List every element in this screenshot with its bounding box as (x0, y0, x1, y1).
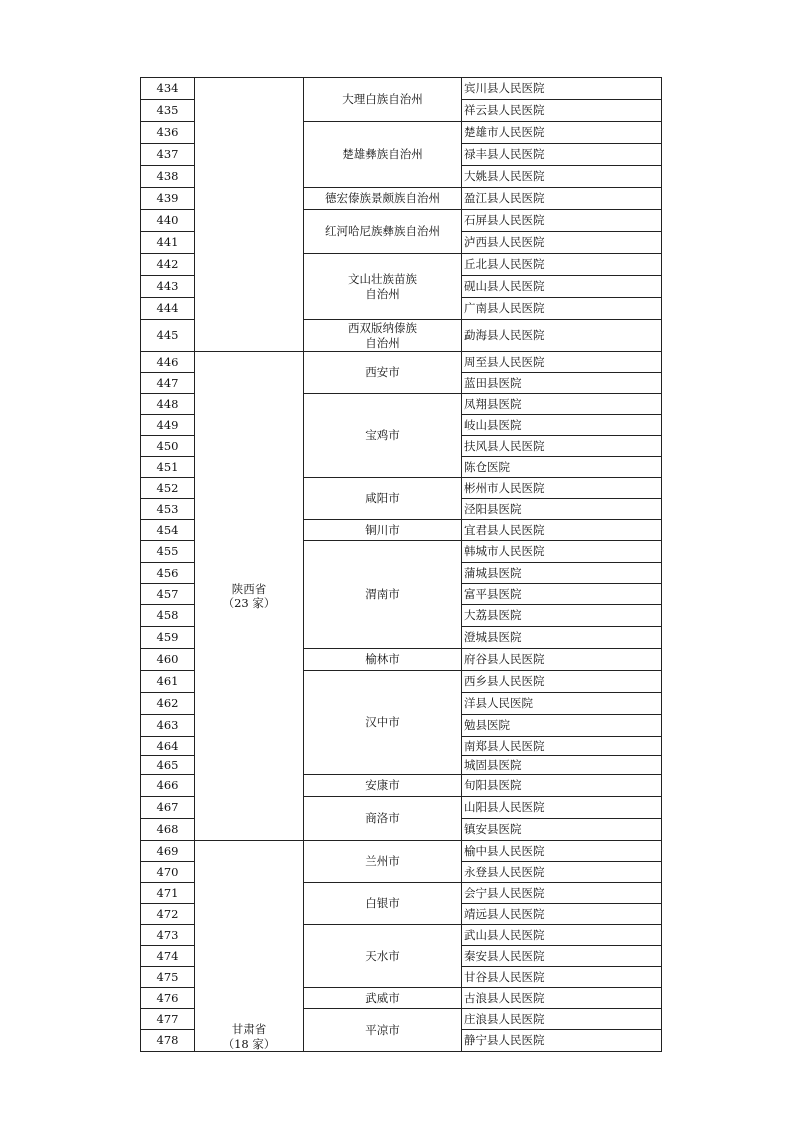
hospital-name: 勐海县人民医院 (462, 320, 662, 352)
row-number: 461 (141, 671, 195, 693)
city-cell: 武威市 (304, 988, 462, 1009)
row-number: 455 (141, 541, 195, 563)
city-cell: 渭南市 (304, 541, 462, 649)
hospital-name: 宜君县人民医院 (462, 520, 662, 541)
city-cell: 天水市 (304, 925, 462, 988)
city-cell: 商洛市 (304, 797, 462, 841)
hospital-name: 古浪县人民医院 (462, 988, 662, 1009)
table-row (141, 841, 662, 862)
hospital-name: 勉县医院 (462, 715, 662, 737)
hospital-name: 旬阳县医院 (462, 775, 662, 797)
row-number: 447 (141, 373, 195, 394)
city-cell: 楚雄彝族自治州 (304, 122, 462, 188)
city-cell: 宝鸡市 (304, 394, 462, 478)
row-number: 475 (141, 967, 195, 988)
hospital-name: 甘谷县人民医院 (462, 967, 662, 988)
hospital-name: 静宁县人民医院 (462, 1030, 662, 1052)
hospital-name: 扶风县人民医院 (462, 436, 662, 457)
city-cell: 榆林市 (304, 649, 462, 671)
row-number: 442 (141, 254, 195, 276)
city-cell: 铜川市 (304, 520, 462, 541)
row-number: 468 (141, 819, 195, 841)
province-cell (195, 78, 304, 352)
row-number: 435 (141, 100, 195, 122)
hospital-name: 榆中县人民医院 (462, 841, 662, 862)
hospital-name: 石屏县人民医院 (462, 210, 662, 232)
hospital-name: 会宁县人民医院 (462, 883, 662, 904)
hospital-name: 镇安县医院 (462, 819, 662, 841)
row-number: 451 (141, 457, 195, 478)
row-number: 438 (141, 166, 195, 188)
row-number: 462 (141, 693, 195, 715)
hospital-name: 宾川县人民医院 (462, 78, 662, 100)
hospital-name: 西乡县人民医院 (462, 671, 662, 693)
hospital-table (140, 77, 662, 1052)
hospital-name: 洋县人民医院 (462, 693, 662, 715)
province-name: 甘肃省 (231, 1022, 267, 1037)
hospital-name: 南郑县人民医院 (462, 737, 662, 756)
table-row (141, 78, 662, 100)
city-cell: 汉中市 (304, 671, 462, 775)
city-cell: 西安市 (304, 352, 462, 394)
hospital-name: 武山县人民医院 (462, 925, 662, 946)
hospital-name: 澄城县医院 (462, 627, 662, 649)
city-cell: 安康市 (304, 775, 462, 797)
row-number: 450 (141, 436, 195, 457)
hospital-name: 楚雄市人民医院 (462, 122, 662, 144)
row-number: 434 (141, 78, 195, 100)
row-number: 454 (141, 520, 195, 541)
hospital-name: 山阳县人民医院 (462, 797, 662, 819)
row-number: 473 (141, 925, 195, 946)
province-cell (195, 841, 304, 1052)
city-cell: 咸阳市 (304, 478, 462, 520)
hospital-name: 大荔县医院 (462, 605, 662, 627)
hospital-name: 永登县人民医院 (462, 862, 662, 883)
hospital-name: 城固县医院 (462, 756, 662, 775)
row-number: 458 (141, 605, 195, 627)
city-cell: 兰州市 (304, 841, 462, 883)
hospital-name: 周至县人民医院 (462, 352, 662, 373)
row-number: 456 (141, 563, 195, 584)
row-number: 477 (141, 1009, 195, 1030)
hospital-name: 秦安县人民医院 (462, 946, 662, 967)
row-number: 470 (141, 862, 195, 883)
hospital-name: 韩城市人民医院 (462, 541, 662, 563)
row-number: 463 (141, 715, 195, 737)
hospital-name: 盈江县人民医院 (462, 188, 662, 210)
row-number: 440 (141, 210, 195, 232)
hospital-name: 大姚县人民医院 (462, 166, 662, 188)
city-cell: 白银市 (304, 883, 462, 925)
hospital-name: 靖远县人民医院 (462, 904, 662, 925)
row-number: 437 (141, 144, 195, 166)
row-number: 444 (141, 298, 195, 320)
hospital-name: 蓝田县医院 (462, 373, 662, 394)
hospital-name: 泸西县人民医院 (462, 232, 662, 254)
row-number: 474 (141, 946, 195, 967)
hospital-name: 彬州市人民医院 (462, 478, 662, 499)
row-number: 439 (141, 188, 195, 210)
row-number: 448 (141, 394, 195, 415)
hospital-name: 府谷县人民医院 (462, 649, 662, 671)
row-number: 443 (141, 276, 195, 298)
row-number: 466 (141, 775, 195, 797)
row-number: 464 (141, 737, 195, 756)
row-number: 446 (141, 352, 195, 373)
row-number: 449 (141, 415, 195, 436)
row-number: 457 (141, 584, 195, 605)
province-count: （23 家） (222, 596, 276, 610)
row-number: 476 (141, 988, 195, 1009)
table-row (141, 352, 662, 373)
hospital-name: 岐山县医院 (462, 415, 662, 436)
hospital-name: 富平县医院 (462, 584, 662, 605)
hospital-name: 庄浪县人民医院 (462, 1009, 662, 1030)
city-cell: 红河哈尼族彝族自治州 (304, 210, 462, 254)
city-cell: 德宏傣族景颇族自治州 (304, 188, 462, 210)
hospital-name: 禄丰县人民医院 (462, 144, 662, 166)
city-cell: 文山壮族苗族 自治州 (304, 254, 462, 320)
hospital-name: 泾阳县医院 (462, 499, 662, 520)
row-number: 472 (141, 904, 195, 925)
hospital-name: 蒲城县医院 (462, 563, 662, 584)
row-number: 441 (141, 232, 195, 254)
row-number: 453 (141, 499, 195, 520)
province-cell (195, 352, 304, 841)
province-count: （18 家） (222, 1036, 276, 1051)
hospital-name: 陈仓医院 (462, 457, 662, 478)
hospital-name: 凤翔县医院 (462, 394, 662, 415)
row-number: 465 (141, 756, 195, 775)
city-cell: 大理白族自治州 (304, 78, 462, 122)
province-name: 陕西省 (231, 581, 267, 596)
hospital-name: 砚山县人民医院 (462, 276, 662, 298)
row-number: 452 (141, 478, 195, 499)
row-number: 460 (141, 649, 195, 671)
row-number: 459 (141, 627, 195, 649)
row-number: 445 (141, 320, 195, 352)
city-cell: 西双版纳傣族 自治州 (304, 320, 462, 352)
hospital-name: 广南县人民医院 (462, 298, 662, 320)
row-number: 469 (141, 841, 195, 862)
row-number: 467 (141, 797, 195, 819)
hospital-name: 祥云县人民医院 (462, 100, 662, 122)
hospital-name: 丘北县人民医院 (462, 254, 662, 276)
row-number: 478 (141, 1030, 195, 1052)
city-cell: 平凉市 (304, 1009, 462, 1052)
row-number: 471 (141, 883, 195, 904)
row-number: 436 (141, 122, 195, 144)
